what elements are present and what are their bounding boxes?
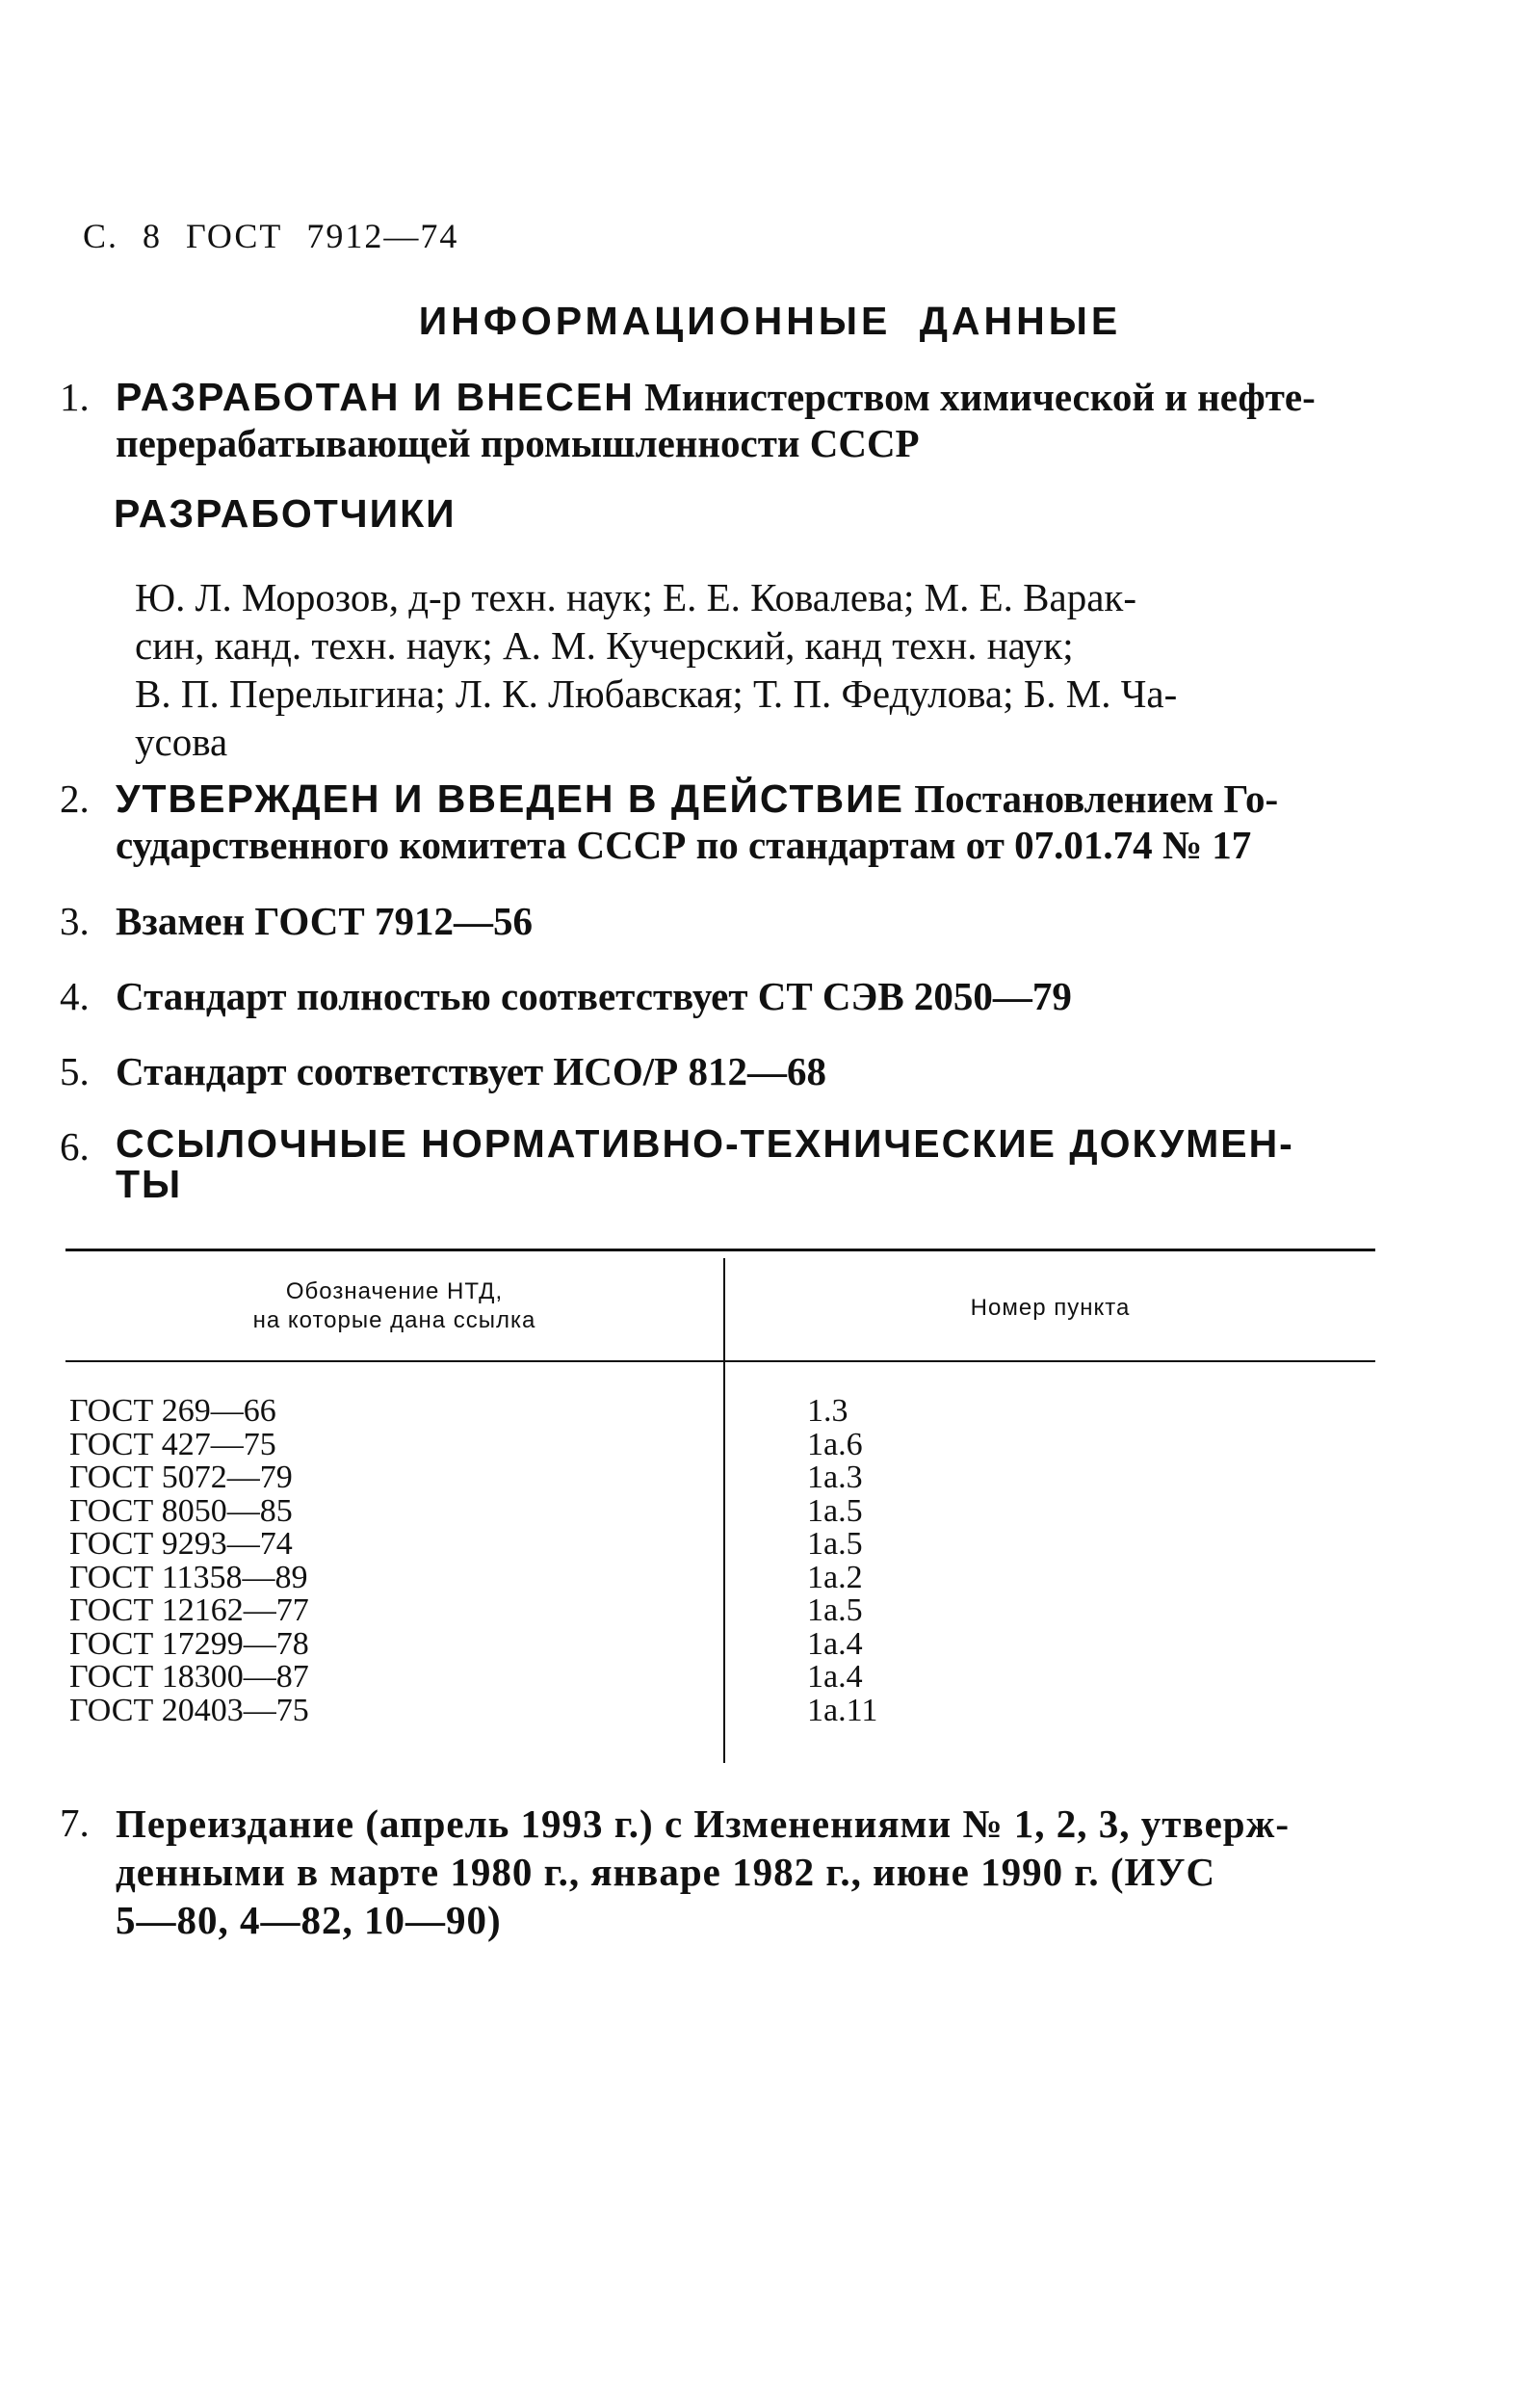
item-text-cont: сударственного комитета СССР по стандартам от 07.01.74 № 17 bbox=[116, 823, 1252, 867]
item-number: 5. bbox=[60, 1049, 90, 1093]
item-text: Взамен ГОСТ 7912—56 bbox=[116, 899, 533, 943]
item-number: 1. bbox=[60, 375, 90, 419]
developers-line: син, канд. техн. наук; А. М. Кучерский, канд техн. наук; bbox=[135, 623, 1074, 668]
developers-line: усова bbox=[135, 720, 228, 764]
table-cell-doc: ГОСТ 11358—89 bbox=[69, 1559, 308, 1595]
item-text: Стандарт соответствует ИСО/Р 812—68 bbox=[116, 1049, 826, 1093]
table-header-rule bbox=[65, 1360, 1375, 1362]
item-text-cont: денными в марте 1980 г., январе 1982 г., июне 1990 г. (ИУС bbox=[116, 1850, 1216, 1894]
item-caps-cont: ТЫ bbox=[116, 1162, 183, 1206]
table-header-line: на которые дана ссылка bbox=[252, 1307, 536, 1333]
item-text-cont: перерабатывающей промышленности СССР bbox=[116, 421, 920, 465]
item-number: 6. bbox=[60, 1124, 90, 1169]
item-number: 7. bbox=[60, 1801, 90, 1845]
developers-line: В. П. Перелыгина; Л. К. Любавская; Т. П. Федулова; Б. М. Ча- bbox=[135, 671, 1178, 716]
item-caps: РАЗРАБОТАН И ВНЕСЕН bbox=[116, 375, 635, 419]
table-cell-doc: ГОСТ 8050—85 bbox=[69, 1492, 293, 1529]
item-text: Стандарт полностью соответствует СТ СЭВ 2050—79 bbox=[116, 974, 1072, 1018]
table-cell-clause: 1а.5 bbox=[807, 1492, 863, 1529]
table-cell-doc: ГОСТ 18300—87 bbox=[69, 1659, 309, 1695]
table-cell-doc: ГОСТ 5072—79 bbox=[69, 1459, 293, 1495]
item-number: 3. bbox=[60, 899, 90, 943]
item-text-cont: 5—80, 4—82, 10—90) bbox=[116, 1898, 502, 1942]
table-cell-doc: ГОСТ 20403—75 bbox=[69, 1692, 309, 1728]
table-cell-clause: 1а.5 bbox=[807, 1592, 863, 1628]
page-header: С. 8 ГОСТ 7912—74 bbox=[83, 217, 459, 255]
table-cell-doc: ГОСТ 12162—77 bbox=[69, 1592, 309, 1628]
item-1 bbox=[0, 374, 1540, 470]
table-header-line: Обозначение НТД, bbox=[285, 1278, 504, 1304]
table-cell-clause: 1а.4 bbox=[807, 1659, 863, 1695]
table-cell-clause: 1а.3 bbox=[807, 1459, 863, 1495]
item-2 bbox=[0, 776, 1540, 872]
table-cell-clause: 1а.6 bbox=[807, 1426, 863, 1462]
table-clause-column bbox=[807, 1395, 877, 1727]
developers-list bbox=[135, 573, 1377, 766]
table-doc-column bbox=[69, 1395, 309, 1727]
developers-heading: РАЗРАБОТЧИКИ bbox=[114, 491, 457, 536]
table-cell-clause: 1.3 bbox=[807, 1393, 848, 1429]
item-text: Министерством химической и нефте- bbox=[644, 375, 1316, 419]
page-title: ИНФОРМАЦИОННЫЕ ДАННЫЕ bbox=[418, 299, 1122, 343]
table-column-divider bbox=[723, 1258, 725, 1763]
table-cell-clause: 1а.2 bbox=[807, 1559, 863, 1595]
table-top-rule bbox=[65, 1249, 1375, 1251]
item-body bbox=[116, 374, 1377, 466]
item-number: 2. bbox=[60, 776, 90, 821]
table-cell-doc: ГОСТ 17299—78 bbox=[69, 1625, 309, 1662]
item-body bbox=[116, 776, 1377, 868]
table-cell-doc: ГОСТ 9293—74 bbox=[69, 1526, 293, 1562]
item-caps: ССЫЛОЧНЫЕ НОРМАТИВНО-ТЕХНИЧЕСКИЕ ДОКУМЕН- bbox=[116, 1121, 1294, 1166]
item-body bbox=[116, 1123, 1377, 1204]
item-number: 4. bbox=[60, 974, 90, 1018]
table-cell-doc: ГОСТ 269—66 bbox=[69, 1393, 276, 1429]
table-cell-clause: 1а.11 bbox=[807, 1692, 878, 1728]
table-cell-doc: ГОСТ 427—75 bbox=[69, 1426, 276, 1462]
table-cell-clause: 1а.4 bbox=[807, 1625, 863, 1662]
developers-line: Ю. Л. Морозов, д-р техн. наук; Е. Е. Ковалева; М. Е. Варак- bbox=[135, 575, 1136, 619]
table-cell-clause: 1а.5 bbox=[807, 1526, 863, 1562]
item-text: Постановлением Го- bbox=[914, 776, 1279, 821]
item-caps: УТВЕРЖДЕН И ВВЕДЕН В ДЕЙСТВИЕ bbox=[116, 776, 904, 821]
table-header-clause: Номер пункта bbox=[970, 1295, 1131, 1321]
table-header-designation bbox=[65, 1277, 723, 1335]
item-text: Переиздание (апрель 1993 г.) с Изменениями № 1, 2, 3, утверж- bbox=[116, 1801, 1290, 1846]
item-body bbox=[116, 1800, 1377, 1944]
